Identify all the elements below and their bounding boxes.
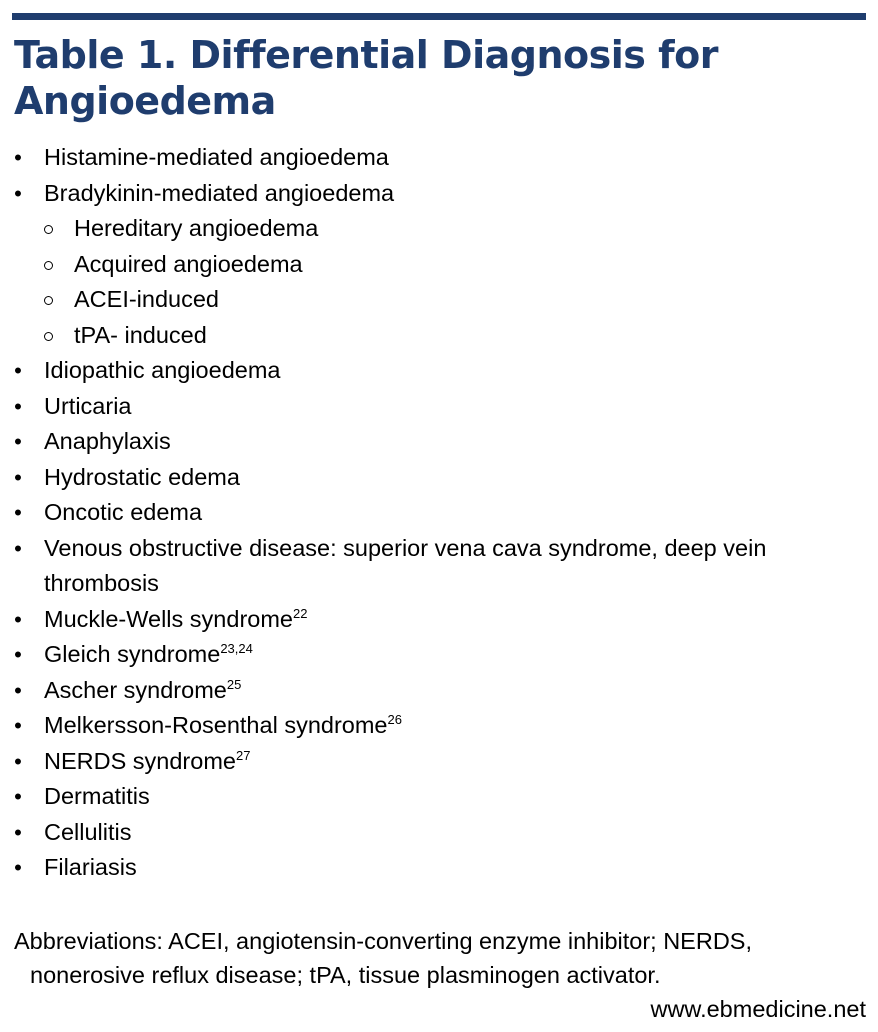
bullet-icon: •: [14, 500, 22, 525]
list-item: [0, 140, 878, 176]
sub-list-item-text: tPA- induced: [74, 321, 207, 348]
list-item-text: Muckle-Wells syndrome: [44, 605, 293, 632]
table-title-line-2: Angioedema: [14, 79, 276, 123]
list-item: [0, 389, 878, 425]
bullet-icon: •: [14, 464, 22, 490]
list-item: [0, 850, 878, 886]
list-item-text: Idiopathic angioedema: [44, 357, 281, 383]
bullet-icon: •: [14, 748, 22, 774]
bullet-icon: •: [14, 429, 22, 454]
abbreviations-footnote: [14, 924, 866, 992]
list-item-text-line-2: thrombosis: [44, 570, 159, 596]
bullet-icon: •: [14, 393, 22, 419]
reference-number: 27: [235, 747, 251, 763]
hollow-bullet-icon: [44, 332, 53, 341]
hollow-bullet-icon: [44, 261, 53, 270]
abbreviations-line-1: Abbreviations: ACEI, angiotensin-converting enzyme inhibitor; NERDS,: [14, 928, 753, 954]
sub-list-item: [0, 282, 878, 318]
bullet-icon: •: [14, 606, 22, 632]
list-item: [0, 531, 878, 602]
diagnosis-list: [0, 140, 878, 886]
list-item: [0, 815, 878, 851]
reference-number: 23,24: [220, 641, 253, 656]
sub-list-item: [0, 247, 878, 283]
list-item-text: Hydrostatic edema: [44, 463, 240, 490]
bullet-icon: •: [14, 180, 22, 206]
reference-number: 25: [226, 676, 242, 692]
header-rule: [12, 13, 866, 20]
list-item-text: Dermatitis: [44, 783, 150, 809]
sub-list-item-text: Acquired angioedema: [74, 250, 303, 277]
sub-list-item: [0, 318, 878, 354]
list-item-text: Histamine-mediated angioedema: [44, 144, 389, 170]
reference-number: 26: [387, 712, 402, 727]
list-item-text: Bradykinin-mediated angioedema: [44, 179, 395, 206]
list-item-text: Filariasis: [44, 854, 137, 880]
bullet-icon: •: [14, 145, 22, 170]
list-item: [0, 353, 878, 389]
abbreviations-line-2: nonerosive reflux disease; tPA, tissue plasminogen activator.: [30, 962, 661, 988]
list-item-text: Ascher syndrome: [44, 676, 227, 703]
hollow-bullet-icon: [44, 225, 53, 234]
bullet-icon: •: [14, 677, 22, 703]
bullet-icon: •: [14, 642, 22, 667]
bullet-icon: •: [14, 535, 22, 561]
sub-list-item-text: Hereditary angioedema: [74, 215, 319, 241]
table-title-line-1: Table 1. Differential Diagnosis for: [14, 33, 718, 77]
source-url: www.ebmedicine.net: [650, 996, 866, 1022]
list-item-text-line-1: Venous obstructive disease: superior vena cava syndrome, deep vein: [44, 534, 767, 561]
list-item-text: Anaphylaxis: [44, 428, 171, 454]
sub-list-item-text: ACEI-induced: [74, 286, 219, 312]
list-item: [0, 460, 878, 496]
list-item: [0, 176, 878, 212]
list-item-text: NERDS syndrome: [44, 747, 236, 774]
hollow-bullet-icon: [44, 296, 53, 305]
list-item: [0, 495, 878, 531]
list-item: [0, 424, 878, 460]
list-item-text: Melkersson-Rosenthal syndrome: [44, 712, 388, 738]
bullet-icon: •: [14, 713, 22, 738]
list-item: [0, 673, 878, 709]
list-item: [0, 708, 878, 744]
list-item: [0, 637, 878, 673]
list-item: [0, 602, 878, 638]
list-item: [0, 779, 878, 815]
list-item-text: Urticaria: [44, 392, 132, 419]
reference-number: 22: [293, 605, 308, 621]
list-item: [0, 744, 878, 780]
bullet-icon: •: [14, 855, 22, 880]
list-item-text: Oncotic edema: [44, 499, 203, 525]
list-item-text: Cellulitis: [44, 818, 132, 845]
bullet-icon: •: [14, 819, 22, 845]
table-title: [14, 32, 854, 124]
bullet-icon: •: [14, 358, 22, 383]
bullet-icon: •: [14, 784, 22, 809]
list-item-text: Gleich syndrome: [44, 641, 221, 667]
sub-list-item: [0, 211, 878, 247]
